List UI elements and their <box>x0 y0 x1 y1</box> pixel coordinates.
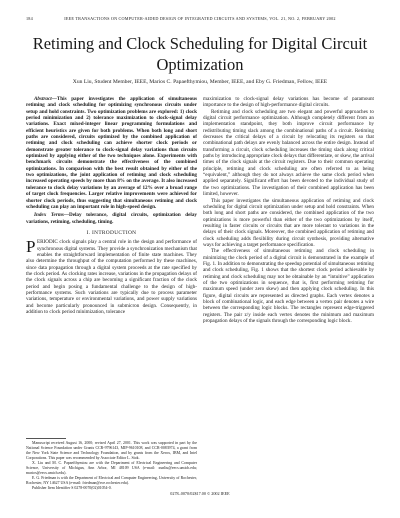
right-paragraph-4: The effectiveness of simultaneous retiming and clock scheduling in minimizing the clock period of a digital circuit is demonstrated in the example of Fig. 1. In addition to demonstrating the speedup potential of simultaneous retiming and clock scheduling, Fig. 1 shows that the shortest clock period achievable by retiming and clock scheduling may not be obtainable by an “intuitive” application of the two optimizations in sequence, that is, first performing retiming for maximum speed (under zero skew) and then applying clock scheduling. In this figure, digital circuits are represented as directed graphs. Each vertex denotes a block of combinational logic, and each edge between a vertex pair denotes a wire between the corresponding logic blocks. The rectangles represent edge-triggered registers. The pair z/y inside each vertex denotes the minimum and maximum propagation delays of the signals through the corresponding logic block. <box>203 248 374 325</box>
journal-name: IEEE TRANSACTIONS ON COMPUTER-AIDED DESIGN OF INTEGRATED CIRCUITS AND SYSTEMS, VOL. 21, NO. 2, FEBRUARY 2002 <box>64 16 336 21</box>
index-terms <box>26 212 197 225</box>
drop-cap: P <box>26 237 36 257</box>
footnote-friedman: E. G. Friedman is with the Department of Electrical and Computer Engineering, University of Rochester, Rochester, NY 14627 USA (e-mail: friedman@ece.rochester.edu). <box>26 476 197 485</box>
section-heading: I. INTRODUCTION <box>86 229 137 236</box>
footnote-publisher-id: Publisher Item Identifier S 0278-0070(02)01054-0. <box>32 486 112 490</box>
paper-title: Retiming and Clock Scheduling for Digital Circuit Optimization <box>32 34 368 74</box>
footnote-liu-papaefthymiou: X. Liu and M. C. Papaefthymiou are with the Department of Electrical Engineering and Computer Science, University of Michigan, Ann Arbor, MI 48109 USA (e-mail: xunliu@eecs.umich.edu; marios@eecs.umich.edu). <box>26 461 197 475</box>
right-paragraph-2: Retiming and clock scheduling are two elegant and powerful approaches to digital circuit performance optimization. Although completely different from an implementation standpoint, they both improve circuit performance by redistributing timing slack among the combinational paths of a circuit. Retiming decreases the critical delays of a circuit by relocating its registers so that combinational path delays are evenly balanced across the entire design. Instead of transforming a circuit, clock scheduling increases the timing slack along critical paths by introducing appropriate clock delays that differentiate, or skew, the arrival times of the clock signals at the circuit registers. Due to their common operating principle, retiming and clock scheduling are often referred to as being “equivalent,” although they do not always achieve the same clock period when applied separately. Significant effort has been devoted to the individual study of the two optimizations. The investigation of their combined application has been limited, however. <box>203 108 375 198</box>
abstract-label: Abstract— <box>34 96 57 102</box>
footnotes <box>26 438 197 491</box>
footnote-rule <box>26 438 66 439</box>
intro-paragraph <box>26 239 197 315</box>
abstract-text: This paper investigates the application of simultaneous retiming and clock scheduling for optimizing synchronous circuits under setup and hold constraints. Two optimization problems are explored: 1) clock period minimization and 2) tolerance maximization to clock-signal delay variations. Exact mixed-integer linear programming formulations and efficient heuristics are given for both problems. When both long and short paths are considered, circuits optimized by the combined application of retiming and clock scheduling can achieve shorter clock periods or demonstrate greater tolerance to clock-signal delay variations than circuits optimized by applying either of the two techniques alone. Experiments with benchmark circuits demonstrate the effectiveness of the combined optimizations. In comparison with the best result obtained by either of the two optimizations, the joint application of retiming and clock scheduling increased operating speeds by more than 8% on the average. It also increased tolerance to clock delay variations by an average of 12% over a broad range of target clock frequencies. Larger relative improvements were achieved for shorter clock periods, thus suggesting that simultaneous retiming and clock scheduling can play an important role in high-speed design. <box>26 96 197 210</box>
right-paragraph-1: maximization to clock-signal delay variations has become of paramount importance to the design of high-performance digital circuits. <box>203 96 374 109</box>
abstract <box>26 96 197 210</box>
footnote-manuscript: Manuscript received August 16, 2000; revised April 27, 2001. This work was supported in part by the National Science Foundation under Grants CCR-9796143, MIP-9610108, and CCR-0083974, a grant from the New York State Science and Technology Foundation, and by grants from the Xerox, IBM, and Intel Corporations. This paper was recommended by Associate Editor L. Stok. <box>26 441 197 460</box>
left-column <box>26 96 197 315</box>
index-terms-label: Index Terms— <box>34 212 69 219</box>
running-header <box>26 16 374 24</box>
right-column <box>203 96 374 324</box>
index-terms-text: Delay tolerance, digital circuits, optimization delay variations, retiming, scheduling, timing. <box>26 212 197 225</box>
copyright-line: 0278–0070/02$17.00 © 2002 IEEE <box>170 491 230 496</box>
intro-text: ERIODIC clock signals play a central role in the design and performance of synchronous digital systems. They provide a synchronization mechanism that enables the straightforward implementation of finite state machines. They also determine the throughput of the computation performed by these machines, since data propagation through a digital system proceeds at the rate specified by the clock period. As clocking rates increase, variations in the propagation delays of the clock signals across a chip are becoming a significant fraction of the clock period and begin posing a fundamental challenge to the design of high-performance systems. Such variations are typically due to process parameter variations, temperature or environmental variations, and power supply variations and become particularly pronounced in submicron design. Consequently, in addition to clock period minimization, tolerance <box>26 239 197 315</box>
page-number: 184 <box>26 16 33 21</box>
author-line: Xun Liu, Student Member, IEEE, Marios C. Papaefthymiou, Member, IEEE, and Eby G. Friedman, Fellow, IEEE <box>72 79 328 85</box>
right-paragraph-3: This paper investigates the simultaneous application of retiming and clock scheduling for digital circuit optimization under setup and hold constraints. When both long and short paths are considered, the combined application of the two optimizations is more powerful than either of the two optimizations by itself, resulting in faster circuits or circuits that are more tolerant to variations in the delays of their clock signals. Moreover, the combined application of retiming and clock scheduling adds flexibility during circuit synthesis, providing alternative ways for achieving a target performance specification. <box>203 197 374 248</box>
